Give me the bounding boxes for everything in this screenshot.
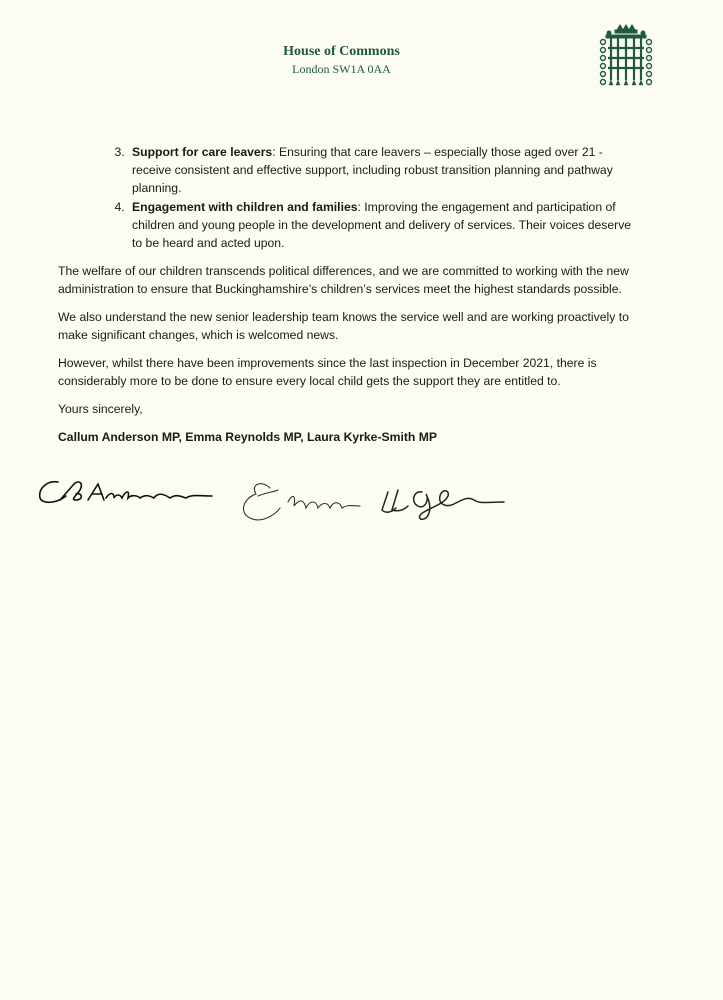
signatures bbox=[30, 470, 530, 550]
list-item bbox=[128, 198, 643, 252]
list-item-heading: Engagement with children and families bbox=[132, 200, 358, 214]
list-item-heading: Support for care leavers bbox=[132, 145, 273, 159]
paragraph: However, whilst there have been improvements since the last inspection in December 2021, there is considerably more to be done to ensure every local child gets the support they are entitled to. bbox=[58, 356, 597, 388]
signature-kyrke-smith bbox=[382, 490, 504, 519]
letterhead-address: London SW1A 0AA bbox=[292, 62, 391, 76]
letterhead-title: House of Commons bbox=[283, 44, 400, 59]
list-item bbox=[128, 143, 643, 197]
signatories: Callum Anderson MP, Emma Reynolds MP, Laura Kyrke-Smith MP bbox=[58, 430, 438, 444]
paragraph: The welfare of our children transcends political differences, and we are committed to working with the new administration to ensure that Buckinghamshire’s children’s services meet the highest standards possible. bbox=[58, 264, 629, 296]
priority-list bbox=[58, 143, 643, 252]
signature-anderson bbox=[40, 482, 212, 503]
closing: Yours sincerely, bbox=[58, 402, 143, 416]
paragraph: We also understand the new senior leadership team knows the service well and are working proactively to make significant changes, which is welcomed news. bbox=[58, 310, 629, 342]
list-item-text: : Ensuring that care leavers – especially those aged over 21 - receive consistent and effective support, including robust transition planning and pathway planning. bbox=[132, 145, 613, 195]
letter-body bbox=[58, 143, 643, 456]
list-item-text: : Improving the engagement and participation of children and young people in the development and delivery of services. Their voices deserve to be heard and acted upon. bbox=[132, 200, 632, 250]
portcullis-icon bbox=[598, 22, 654, 88]
letterhead bbox=[0, 43, 683, 77]
signature-reynolds bbox=[243, 484, 360, 520]
